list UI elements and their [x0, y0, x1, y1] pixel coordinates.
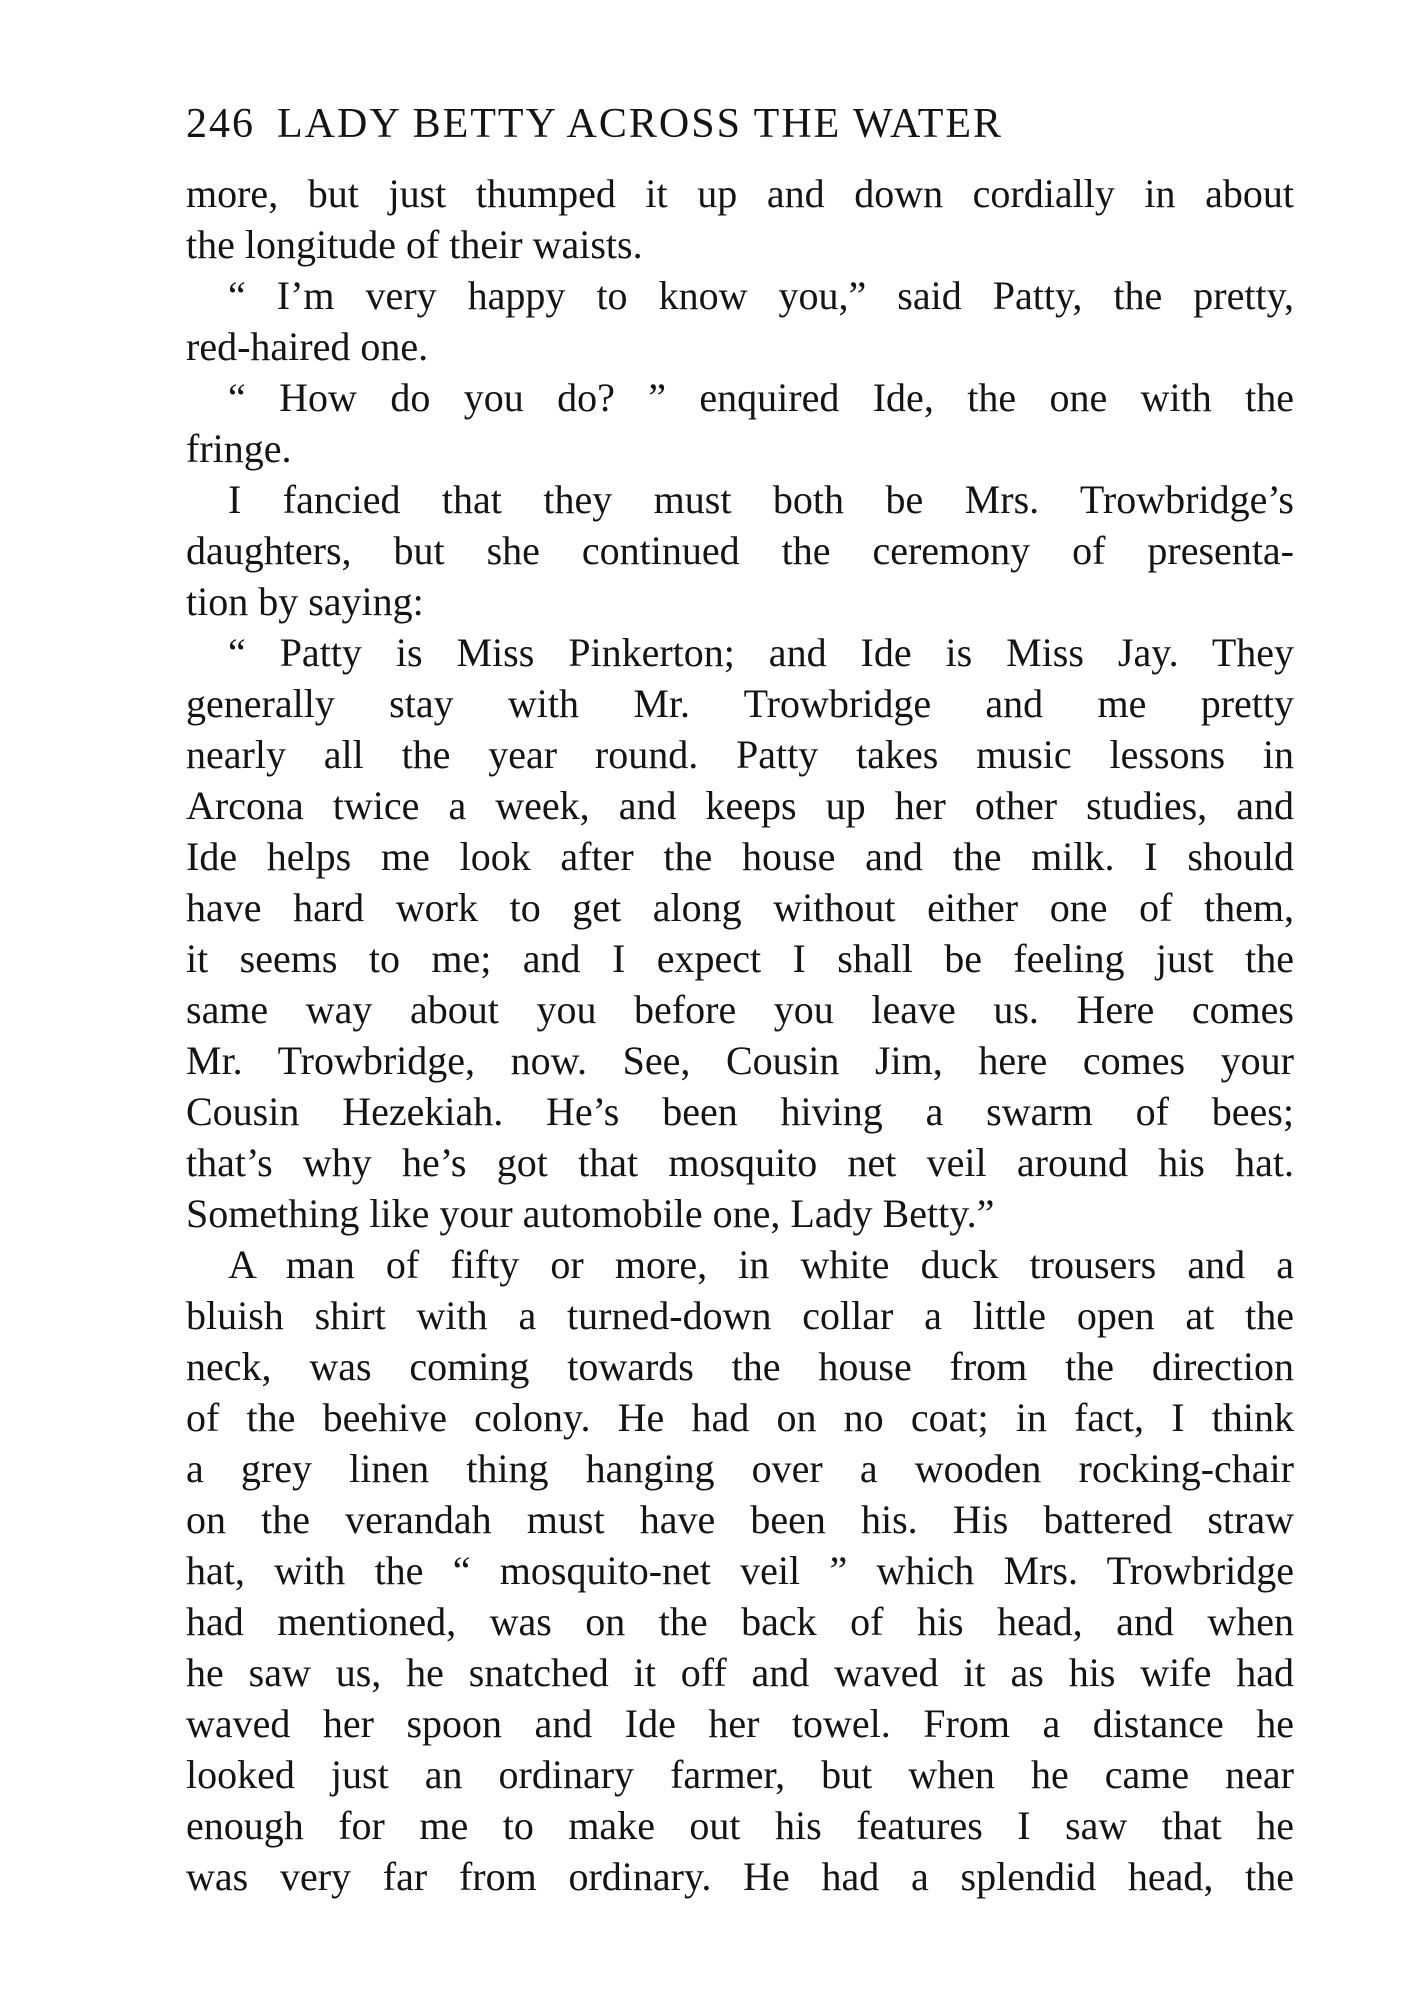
text-line: have hard work to get along without either one of them, — [186, 885, 1294, 930]
text-line: more, but just thumped it up and down cordially in about — [186, 171, 1294, 216]
text-line: fringe. — [186, 426, 292, 471]
text-line: daughters, but she continued the ceremony of presenta- — [186, 528, 1294, 573]
body-text — [186, 168, 1294, 1902]
text-line: enough for me to make out his features I saw that he — [186, 1803, 1294, 1848]
text-line: tion by saying: — [186, 579, 424, 624]
text-line: Mr. Trowbridge, now. See, Cousin Jim, here comes your — [186, 1038, 1294, 1083]
text-line: bluish shirt with a turned-down collar a little open at the — [186, 1293, 1294, 1338]
text-line: had mentioned, was on the back of his head, and when — [186, 1599, 1294, 1644]
text-line: Something like your automobile one, Lady Betty.” — [186, 1191, 995, 1236]
text-line: was very far from ordinary. He had a splendid head, the — [186, 1854, 1294, 1899]
text-line: Arcona twice a week, and keeps up her other studies, and — [186, 783, 1294, 828]
text-line: nearly all the year round. Patty takes music lessons in — [186, 732, 1294, 777]
text-line: of the beehive colony. He had on no coat; in fact, I think — [186, 1395, 1294, 1440]
text-line: waved her spoon and Ide her towel. From a distance he — [186, 1701, 1294, 1746]
text-line: Ide helps me look after the house and the milk. I should — [186, 834, 1294, 879]
text-line: on the verandah must have been his. His battered straw — [186, 1497, 1294, 1542]
page-number: 246 — [186, 101, 255, 147]
text-line: it seems to me; and I expect I shall be feeling just the — [186, 936, 1294, 981]
text-line: a grey linen thing hanging over a wooden rocking-chair — [186, 1446, 1294, 1491]
text-line: generally stay with Mr. Trowbridge and me pretty — [186, 681, 1294, 726]
running-header — [186, 94, 1296, 154]
text-line: Cousin Hezekiah. He’s been hiving a swarm of bees; — [186, 1089, 1294, 1134]
text-line: he saw us, he snatched it off and waved it as his wife had — [186, 1650, 1294, 1695]
text-line: “ I’m very happy to know you,” said Patty, the pretty, — [228, 273, 1294, 318]
text-line: same way about you before you leave us. Here comes — [186, 987, 1294, 1032]
text-line: that’s why he’s got that mosquito net veil around his hat. — [186, 1140, 1294, 1185]
text-line: red-haired one. — [186, 324, 429, 369]
text-line: “ Patty is Miss Pinkerton; and Ide is Miss Jay. They — [228, 630, 1294, 675]
text-line: the longitude of their waists. — [186, 222, 643, 267]
text-line: A man of fifty or more, in white duck trousers and a — [228, 1242, 1294, 1287]
text-line: neck, was coming towards the house from the direction — [186, 1344, 1294, 1389]
book-title: LADY BETTY ACROSS THE WATER — [277, 101, 1004, 147]
text-line: “ How do you do? ” enquired Ide, the one with the — [228, 375, 1294, 420]
text-line: I fancied that they must both be Mrs. Trowbridge’s — [228, 477, 1294, 522]
text-line: looked just an ordinary farmer, but when he came near — [186, 1752, 1294, 1797]
text-line: hat, with the “ mosquito-net veil ” which Mrs. Trowbridge — [186, 1548, 1294, 1593]
